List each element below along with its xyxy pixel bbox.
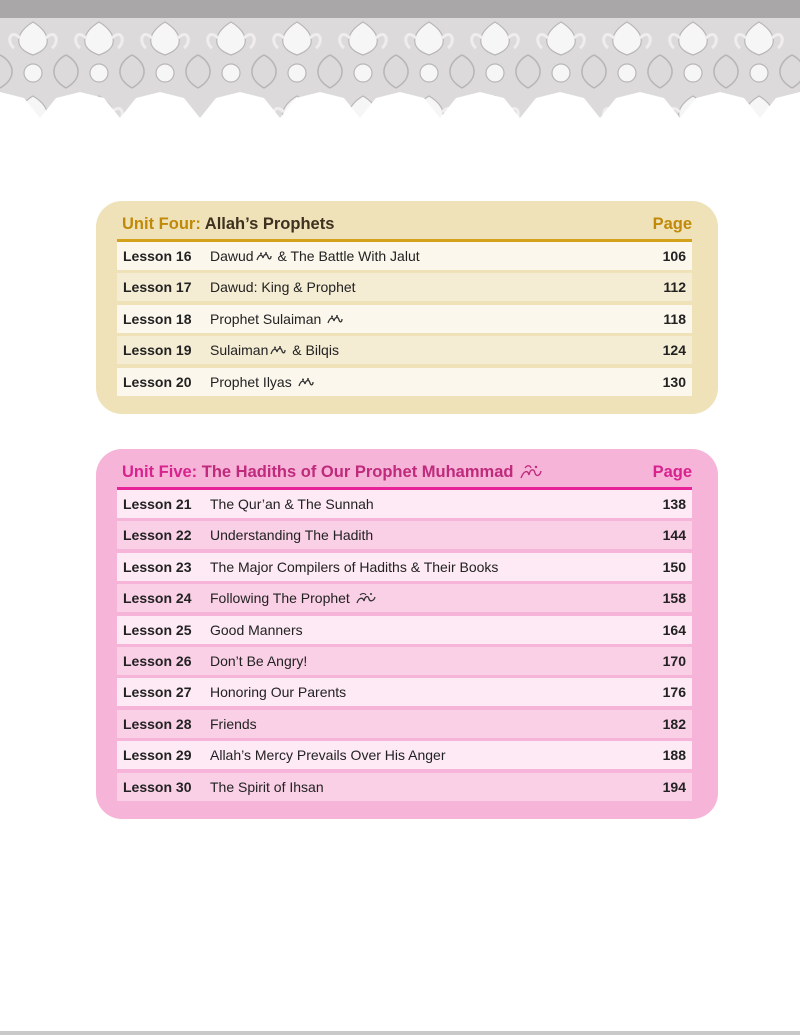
- lesson-row[interactable]: [117, 336, 692, 364]
- page-number: 188: [662, 747, 686, 764]
- lesson-title: Sulaiman & Bilqis: [210, 342, 339, 359]
- lesson-label: Lesson 24: [123, 590, 192, 607]
- lesson-title: Prophet Sulaiman: [210, 311, 345, 327]
- page-number: 118: [663, 310, 686, 327]
- lesson-label: Lesson 16: [123, 248, 192, 264]
- lesson-title: Allah’s Mercy Prevails Over His Anger: [210, 747, 446, 764]
- lesson-title: Friends: [210, 715, 257, 732]
- lesson-title: The Major Compilers of Hadiths & Their Books: [210, 558, 499, 575]
- page-number: 150: [662, 558, 686, 575]
- unit-prefix: Unit Four:: [122, 215, 201, 233]
- lesson-row[interactable]: [117, 616, 692, 644]
- lesson-title: The Qur’an & The Sunnah: [210, 496, 374, 512]
- lesson-title: Prophet Ilyas: [210, 374, 316, 390]
- lesson-title: Understanding The Hadith: [210, 527, 374, 544]
- lesson-row[interactable]: [117, 242, 692, 270]
- lesson-label: Lesson 19: [123, 342, 192, 359]
- lesson-label: Lesson 20: [123, 373, 192, 390]
- lesson-label: Lesson 26: [123, 652, 192, 669]
- unit-five-box: [96, 449, 718, 819]
- sallallahu-alayhi-wasallam-icon: [356, 592, 376, 606]
- page-bottom-border: [0, 1031, 800, 1035]
- alayhis-salam-icon: [270, 345, 286, 357]
- page-number: 124: [662, 342, 686, 359]
- alayhis-salam-icon: [327, 314, 343, 326]
- lesson-label: Lesson 25: [123, 621, 192, 638]
- unit-header: [122, 215, 692, 239]
- lesson-label: Lesson 23: [123, 558, 192, 575]
- lesson-row[interactable]: [117, 710, 692, 738]
- lesson-row[interactable]: [117, 647, 692, 675]
- alayhis-salam-icon: [256, 251, 272, 263]
- page-number: 170: [662, 652, 686, 669]
- lesson-title: Don’t Be Angry!: [210, 652, 308, 669]
- lesson-title: Dawud & The Battle With Jalut: [210, 248, 420, 264]
- page-number: 182: [662, 715, 686, 732]
- page-number: 194: [662, 778, 686, 795]
- lesson-label: Lesson 18: [123, 310, 192, 327]
- lesson-row[interactable]: [117, 741, 692, 769]
- lesson-row[interactable]: [117, 584, 692, 612]
- alayhis-salam-icon: [298, 377, 314, 389]
- lesson-row[interactable]: [117, 678, 692, 706]
- page-number: 112: [663, 279, 686, 296]
- lesson-title: Dawud: King & Prophet: [210, 279, 356, 296]
- lesson-label: Lesson 22: [123, 527, 192, 544]
- lesson-label: Lesson 21: [123, 496, 192, 512]
- lesson-row[interactable]: [117, 773, 692, 801]
- lesson-list: [117, 242, 692, 399]
- unit-four-box: [96, 201, 718, 414]
- lesson-list: [117, 490, 692, 804]
- unit-name: Allah’s Prophets: [204, 215, 335, 233]
- lesson-title: Following The Prophet: [210, 590, 378, 606]
- page-number: 176: [662, 684, 686, 701]
- unit-title: [122, 463, 544, 482]
- lesson-row[interactable]: [117, 368, 692, 396]
- sallallahu-alayhi-wasallam-icon: [520, 464, 542, 482]
- lesson-label: Lesson 27: [123, 684, 192, 701]
- lesson-label: Lesson 17: [123, 279, 192, 296]
- arabesque-header-ornament: [0, 0, 800, 130]
- page-number: 138: [662, 496, 686, 512]
- page-column-label: Page: [652, 215, 692, 233]
- lesson-label: Lesson 29: [123, 747, 192, 764]
- page-column-label: Page: [652, 463, 692, 481]
- lesson-row[interactable]: [117, 273, 692, 301]
- page-number: 144: [662, 527, 686, 544]
- lesson-title: Honoring Our Parents: [210, 684, 347, 701]
- lesson-row[interactable]: [117, 490, 692, 518]
- unit-prefix: Unit Five:: [122, 463, 198, 481]
- lesson-title: Good Manners: [210, 621, 303, 638]
- unit-header: [122, 463, 692, 487]
- page-number: 130: [662, 373, 686, 390]
- page-number: 158: [662, 590, 686, 607]
- lesson-title: The Spirit of Ihsan: [210, 778, 324, 795]
- page-number: 164: [662, 621, 686, 638]
- lesson-row[interactable]: [117, 521, 692, 549]
- lesson-label: Lesson 30: [123, 778, 192, 795]
- lesson-row[interactable]: [117, 305, 692, 333]
- unit-title: [122, 215, 334, 234]
- lesson-row[interactable]: [117, 553, 692, 581]
- unit-name: The Hadiths of Our Prophet Muhammad: [201, 463, 514, 481]
- page-number: 106: [662, 248, 686, 264]
- lesson-label: Lesson 28: [123, 715, 192, 732]
